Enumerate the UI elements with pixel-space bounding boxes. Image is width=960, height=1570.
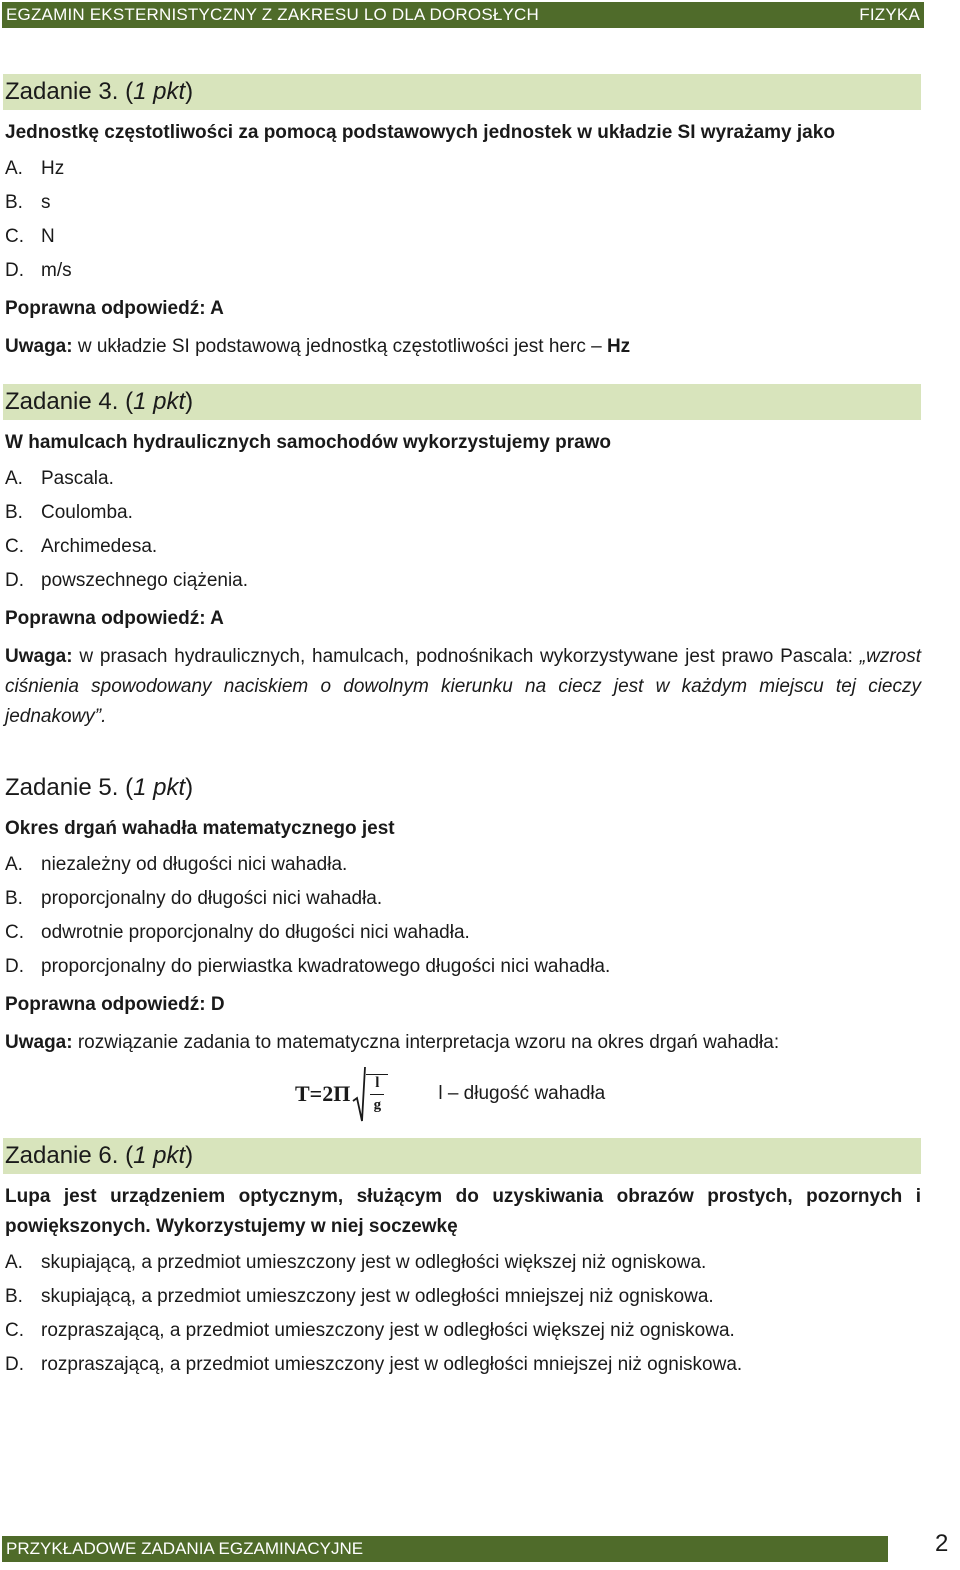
correct-answer: Poprawna odpowiedź: A bbox=[5, 608, 224, 629]
page-number: 2 bbox=[935, 1530, 949, 1557]
option-a: A. Hz bbox=[5, 158, 65, 179]
task-5 bbox=[5, 770, 921, 1126]
option-a: A. Pascala. bbox=[5, 468, 114, 489]
task-title: Zadanie 6. (1 pkt) bbox=[3, 1138, 921, 1174]
correct-answer: Poprawna odpowiedź: A bbox=[5, 298, 224, 319]
option-b: B. s bbox=[5, 192, 51, 213]
task-4 bbox=[5, 384, 921, 732]
option-d: D. rozpraszającą, a przedmiot umieszczony jest w odległości mniejszej niż ogniskowa. bbox=[5, 1354, 743, 1375]
task-title: Zadanie 4. (1 pkt) bbox=[3, 384, 921, 420]
option-b: B. Coulomba. bbox=[5, 502, 133, 523]
option-b: B. proporcjonalny do długości nici wahadła. bbox=[5, 888, 383, 909]
task-title: Zadanie 5. (1 pkt) bbox=[5, 774, 194, 801]
task-6 bbox=[5, 1138, 921, 1382]
answer-options bbox=[5, 1246, 921, 1382]
correct-answer: Poprawna odpowiedź: D bbox=[5, 994, 225, 1015]
option-d: D. powszechnego ciążenia. bbox=[5, 570, 249, 591]
task-title: Zadanie 3. (1 pkt) bbox=[3, 74, 921, 110]
page-header bbox=[2, 2, 924, 28]
option-c: C. N bbox=[5, 226, 55, 247]
formula-expression: T=2Π $\frac{l}{g}$ bbox=[295, 1065, 388, 1123]
fraction: $\frac{l}{g}$ bbox=[366, 1074, 388, 1114]
task-question: W hamulcach hydraulicznych samochodów wykorzystujemy prawo bbox=[5, 432, 612, 453]
page-footer bbox=[2, 1536, 888, 1562]
header-subject: FIZYKA bbox=[859, 5, 920, 24]
answer-options bbox=[5, 462, 921, 598]
task-question: Okres drgań wahadła matematycznego jest bbox=[5, 818, 395, 839]
option-d: D. m/s bbox=[5, 260, 72, 281]
option-d: D. proporcjonalny do pierwiastka kwadratowego długości nici wahadła. bbox=[5, 956, 611, 977]
footer-label: PRZYKŁADOWE ZADANIA EGZAMINACYJNE bbox=[6, 1539, 364, 1558]
header-exam-title: EGZAMIN EKSTERNISTYCZNY Z ZAKRESU LO DLA DOROSŁYCH bbox=[6, 5, 540, 24]
answer-options bbox=[5, 848, 921, 984]
option-a: A. niezależny od długości nici wahadła. bbox=[5, 854, 348, 875]
option-c: C. Archimedesa. bbox=[5, 536, 158, 557]
exam-content bbox=[5, 74, 921, 1382]
formula-legend: l – długość wahadła bbox=[438, 1083, 606, 1104]
task-3 bbox=[5, 74, 921, 362]
task-note: Uwaga: rozwiązanie zadania to matematyczna interpretacja wzoru na okres drgań wahadła: bbox=[5, 1032, 780, 1053]
task-note: Uwaga: w układzie SI podstawową jednostką częstotliwości jest herc – Hz bbox=[5, 336, 631, 357]
option-b: B. skupiającą, a przedmiot umieszczony jest w odległości mniejszej niż ogniskowa. bbox=[5, 1286, 714, 1307]
task-question: Jednostkę częstotliwości za pomocą podstawowych jednostek w układzie SI wyrażamy jako bbox=[5, 122, 835, 143]
answer-options bbox=[5, 152, 921, 288]
radical-sign-icon bbox=[352, 1065, 366, 1123]
option-a: A. skupiającą, a przedmiot umieszczony jest w odległości większej niż ogniskowa. bbox=[5, 1252, 707, 1273]
square-root bbox=[352, 1065, 388, 1123]
pendulum-formula bbox=[295, 1062, 921, 1126]
option-c: C. rozpraszającą, a przedmiot umieszczony jest w odległości większej niż ogniskowa. bbox=[5, 1320, 735, 1341]
option-c: C. odwrotnie proporcjonalny do długości nici wahadła. bbox=[5, 922, 470, 943]
task-note: Uwaga: w prasach hydraulicznych, hamulcach, podnośnikach wykorzystywane jest prawo Pascala: „wzrost ciśnienia spowodowany naciskiem o dowolnym kierunku na ciecz jest w każdym miejscu tej cieczy jednakowy”. bbox=[5, 646, 921, 727]
task-question: Lupa jest urządzeniem optycznym, służącym do uzyskiwania obrazów prostych, pozornych i powiększonych. Wykorzystujemy w niej soczewkę bbox=[5, 1186, 921, 1237]
